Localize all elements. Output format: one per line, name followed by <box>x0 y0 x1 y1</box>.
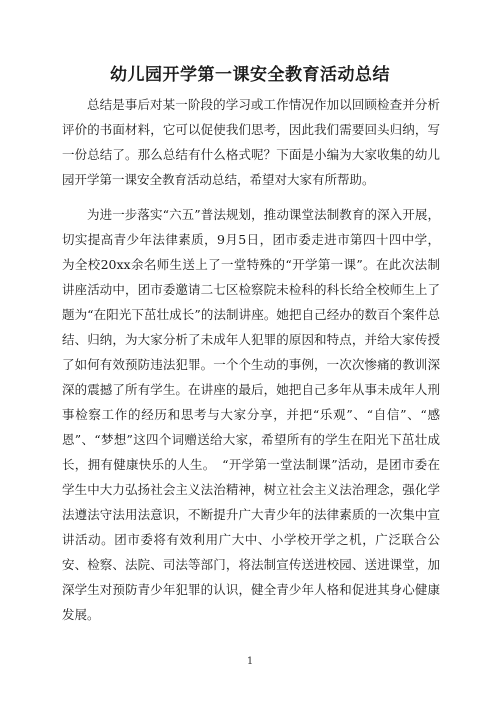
page-number: 1 <box>246 656 254 667</box>
intro-paragraph: 总结是事后对某一阶段的学习或工作情况作加以回顾检查并分析评价的书面材料，它可以促使我们思考，因此我们需要回头归纳，写一份总结了。那么总结有什么格式呢？下面是小编为大家收集的幼儿园开学第一课安全教育活动总结，希望对大家有所帮助。 <box>62 97 440 187</box>
document-title: 幼儿园开学第一课安全教育活动总结 <box>110 65 390 85</box>
body-paragraph: 为进一步落实“六五”普法规划，推动课堂法制教育的深入开展，切实提高青少年法律素质，9月5日，团市委走进市第四十四中学，为全校20xx余名师生送上了一堂特殊的“开学第一课”。在此次法制讲座活动中，团市委邀请二七区检察院未检科的科长给全校师生上了题为“在阳光下茁壮成长”的法制讲座。她把自己经办的数百个案件总结、归纳，为大家分析了未成年人犯罪的原因和特点，并给大家传授了如何有效预防违法犯罪。一个个生动的事例，一次次惨痛的教训深深的震撼了所有学生。在讲座的最后，她把自己多年从事未成年人刑事检察工作的经历和思考与大家分享，并把“乐观”、“自信”、“感恩”、“梦想”这四个词赠送给大家，希望所有的学生在阳光下茁壮成长，拥有健康快乐的人生。 “开学第一堂法制课”活动，是团市委在学生中大力弘扬社会主义法治精神，树立社会主义法治理念，强化学法遵法守法用法意识，不断提升广大青少年的法律素质的一次集中宣讲活动。团市委将有效利用广大中、小学校开学之机，广泛联合公安、检察、法院、司法等部门，将法制宣传送进校园、送进课堂，加深学生对预防青少年犯罪的认识，健全青少年人格和促进其身心健康发展。 <box>62 207 440 622</box>
